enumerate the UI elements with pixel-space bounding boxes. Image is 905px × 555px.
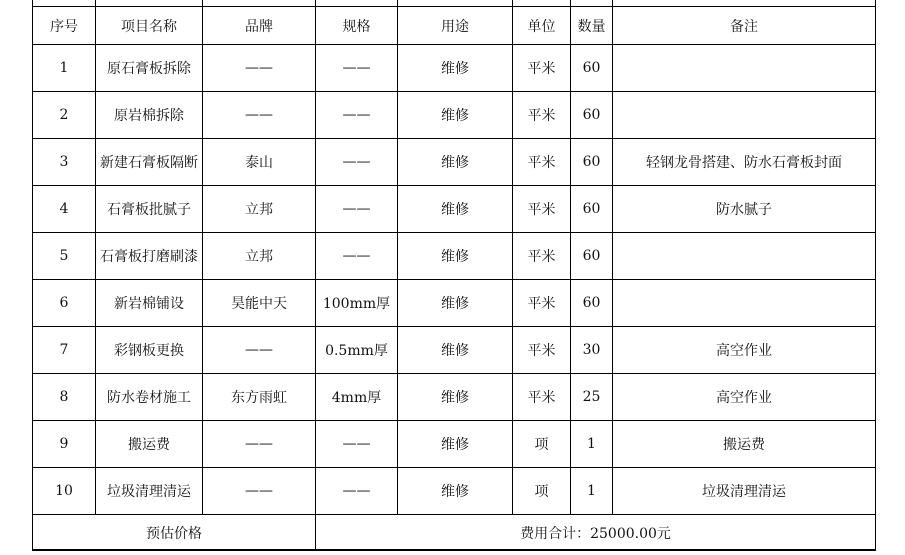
cell-note — [613, 233, 876, 280]
cell-no: 6 — [33, 280, 96, 327]
cell-name: 彩钢板更换 — [96, 327, 203, 374]
cell-use: 维修 — [398, 45, 513, 92]
cell-unit: 项 — [513, 421, 571, 468]
cell-no: 1 — [33, 45, 96, 92]
cell-brand: 立邦 — [203, 233, 316, 280]
cell-note: 轻钢龙骨搭建、防水石膏板封面 — [613, 139, 876, 186]
cell-no: 10 — [33, 468, 96, 515]
cell-spec: 0.5mm厚 — [316, 327, 398, 374]
cell-name: 石膏板打磨刷漆 — [96, 233, 203, 280]
cell-use: 维修 — [398, 186, 513, 233]
header-use: 用途 — [398, 7, 513, 45]
table-row — [33, 421, 876, 468]
cell-spec: —— — [316, 139, 398, 186]
header-spec: 规格 — [316, 7, 398, 45]
cell-qty: 60 — [571, 92, 613, 139]
cell-name: 新建石膏板隔断 — [96, 139, 203, 186]
cell-no: 7 — [33, 327, 96, 374]
cell-note — [613, 92, 876, 139]
cell-name: 石膏板批腻子 — [96, 186, 203, 233]
cell-qty: 60 — [571, 45, 613, 92]
cell-qty: 60 — [571, 186, 613, 233]
cell-no: 8 — [33, 374, 96, 421]
cell-spec: —— — [316, 45, 398, 92]
estimate-label: 预估价格 — [33, 515, 316, 551]
cell-note: 防水腻子 — [613, 186, 876, 233]
cell-brand: —— — [203, 421, 316, 468]
cell-unit: 平米 — [513, 45, 571, 92]
cell-name: 垃圾清理清运 — [96, 468, 203, 515]
cell-note: 搬运费 — [613, 421, 876, 468]
total-row — [33, 515, 876, 551]
cell-no: 3 — [33, 139, 96, 186]
cell-unit: 平米 — [513, 327, 571, 374]
cell-use: 维修 — [398, 139, 513, 186]
table-row — [33, 45, 876, 92]
cell-brand: —— — [203, 92, 316, 139]
table-row — [33, 468, 876, 515]
cell-no: 2 — [33, 92, 96, 139]
cell-brand: 东方雨虹 — [203, 374, 316, 421]
cell-spec: —— — [316, 233, 398, 280]
cell-qty: 1 — [571, 468, 613, 515]
cell-spec: 100mm厚 — [316, 280, 398, 327]
cell-note — [613, 45, 876, 92]
table-row — [33, 280, 876, 327]
header-brand: 品牌 — [203, 7, 316, 45]
table-row — [33, 233, 876, 280]
header-unit: 单位 — [513, 7, 571, 45]
cell-use: 维修 — [398, 468, 513, 515]
cell-use: 维修 — [398, 327, 513, 374]
cell-name: 搬运费 — [96, 421, 203, 468]
cell-no: 9 — [33, 421, 96, 468]
cell-unit: 平米 — [513, 280, 571, 327]
cell-unit: 平米 — [513, 139, 571, 186]
table-row — [33, 374, 876, 421]
total-amount: 费用合计：25000.00元 — [316, 515, 876, 551]
quote-table — [32, 0, 876, 551]
table-header-row — [33, 7, 876, 45]
cell-use: 维修 — [398, 233, 513, 280]
cell-spec: —— — [316, 186, 398, 233]
cell-qty: 60 — [571, 280, 613, 327]
table-row — [33, 186, 876, 233]
cell-qty: 60 — [571, 233, 613, 280]
cell-brand: 昊能中天 — [203, 280, 316, 327]
cell-unit: 平米 — [513, 233, 571, 280]
table-row — [33, 92, 876, 139]
cell-unit: 项 — [513, 468, 571, 515]
cell-name: 原石膏板拆除 — [96, 45, 203, 92]
cell-spec: —— — [316, 421, 398, 468]
cell-spec: 4mm厚 — [316, 374, 398, 421]
cell-brand: —— — [203, 327, 316, 374]
header-name: 项目名称 — [96, 7, 203, 45]
cell-name: 新岩棉铺设 — [96, 280, 203, 327]
cell-note: 高空作业 — [613, 374, 876, 421]
cell-unit: 平米 — [513, 92, 571, 139]
cell-qty: 30 — [571, 327, 613, 374]
cell-spec: —— — [316, 92, 398, 139]
header-note: 备注 — [613, 7, 876, 45]
cell-use: 维修 — [398, 421, 513, 468]
cell-brand: 立邦 — [203, 186, 316, 233]
table-row — [33, 327, 876, 374]
cell-note — [613, 280, 876, 327]
cell-use: 维修 — [398, 92, 513, 139]
cell-no: 4 — [33, 186, 96, 233]
cell-no: 5 — [33, 233, 96, 280]
cell-brand: 泰山 — [203, 139, 316, 186]
cell-spec: —— — [316, 468, 398, 515]
table-row — [33, 139, 876, 186]
cell-use: 维修 — [398, 374, 513, 421]
cell-brand: —— — [203, 45, 316, 92]
cell-use: 维修 — [398, 280, 513, 327]
table-body — [33, 45, 876, 515]
bottom-border — [32, 549, 876, 550]
cell-unit: 平米 — [513, 374, 571, 421]
header-no: 序号 — [33, 7, 96, 45]
cell-note: 高空作业 — [613, 327, 876, 374]
cell-brand: —— — [203, 468, 316, 515]
cell-qty: 1 — [571, 421, 613, 468]
cell-note: 垃圾清理清运 — [613, 468, 876, 515]
cell-qty: 60 — [571, 139, 613, 186]
cell-name: 防水卷材施工 — [96, 374, 203, 421]
cell-name: 原岩棉拆除 — [96, 92, 203, 139]
cell-qty: 25 — [571, 374, 613, 421]
header-qty: 数量 — [571, 7, 613, 45]
cell-unit: 平米 — [513, 186, 571, 233]
